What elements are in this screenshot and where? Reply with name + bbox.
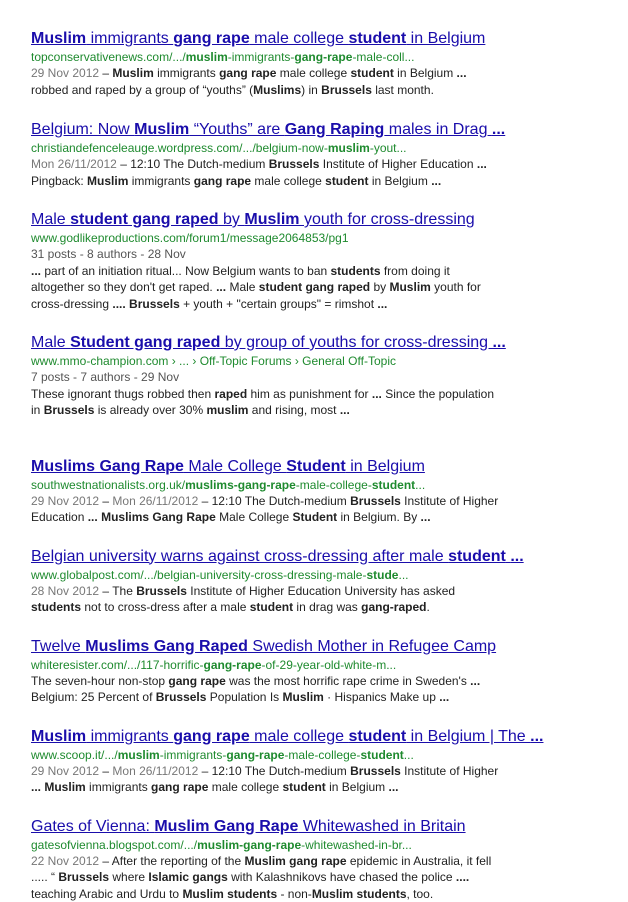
result-snippet-line: cross-dressing .... Brussels + youth + "certain groups" = rimshot ... bbox=[31, 296, 618, 313]
search-result bbox=[31, 457, 618, 526]
result-url: christiandefenceleauge.wordpress.com/.../belgium-now-muslim-yout... bbox=[31, 140, 618, 156]
search-result bbox=[31, 333, 618, 419]
result-snippet-line: students not to cross-dress after a male student in drag was gang-raped. bbox=[31, 599, 618, 616]
search-result bbox=[31, 120, 618, 189]
result-snippet-line: ..... “ Brussels where Islamic gangs with Kalashnikovs have chased the police .... bbox=[31, 869, 618, 886]
result-snippet-line: The seven-hour non-stop gang rape was the most horrific rape crime in Sweden's ... bbox=[31, 673, 618, 690]
result-url: www.godlikeproductions.com/forum1/message2064853/pg1 bbox=[31, 230, 618, 246]
result-url: www.mmo-champion.com › ... › Off-Topic Forums › General Off-Topic bbox=[31, 353, 618, 369]
search-result bbox=[31, 817, 618, 902]
result-title-link[interactable]: Muslim immigrants gang rape male college student in Belgium bbox=[31, 29, 618, 49]
result-title-link[interactable]: Muslim immigrants gang rape male college student in Belgium | The ... bbox=[31, 727, 618, 747]
result-snippet-line: ... Muslim immigrants gang rape male college student in Belgium ... bbox=[31, 779, 618, 796]
result-url: gatesofvienna.blogspot.com/.../muslim-gang-rape-whitewashed-in-br... bbox=[31, 837, 618, 853]
result-snippet-line: These ignorant thugs robbed then raped him as punishment for ... Since the population bbox=[31, 386, 618, 403]
result-title-link[interactable]: Male student gang raped by Muslim youth for cross-dressing bbox=[31, 210, 618, 230]
result-snippet-line: robbed and raped by a group of “youths” (Muslims) in Brussels last month. bbox=[31, 82, 618, 99]
result-forum-meta: 7 posts - 7 authors - 29 Nov bbox=[31, 369, 618, 386]
result-title-link[interactable]: Twelve Muslims Gang Raped Swedish Mother in Refugee Camp bbox=[31, 637, 618, 657]
result-url: southwestnationalists.org.uk/muslims-gang-rape-male-college-student... bbox=[31, 477, 618, 493]
result-snippet-line: Pingback: Muslim immigrants gang rape male college student in Belgium ... bbox=[31, 173, 618, 190]
result-title-link[interactable]: Belgian university warns against cross-dressing after male student ... bbox=[31, 547, 618, 567]
result-url: www.globalpost.com/.../belgian-university-cross-dressing-male-stude... bbox=[31, 567, 618, 583]
result-url: whiteresister.com/.../117-horrific-gang-rape-of-29-year-old-white-m... bbox=[31, 657, 618, 673]
result-snippet-line: 29 Nov 2012 – Mon 26/11/2012 – 12:10 The Dutch-medium Brussels Institute of Higher bbox=[31, 493, 618, 510]
result-title-link[interactable]: Male Student gang raped by group of youths for cross-dressing ... bbox=[31, 333, 618, 353]
result-snippet-line: Belgium: 25 Percent of Brussels Population Is Muslim · Hispanics Make up ... bbox=[31, 689, 618, 706]
search-result bbox=[31, 727, 618, 796]
search-result bbox=[31, 547, 618, 616]
result-forum-meta: 31 posts - 8 authors - 28 Nov bbox=[31, 246, 618, 263]
result-snippet-line: Mon 26/11/2012 – 12:10 The Dutch-medium Brussels Institute of Higher Education ... bbox=[31, 156, 618, 173]
result-snippet-line: 29 Nov 2012 – Mon 26/11/2012 – 12:10 The Dutch-medium Brussels Institute of Higher bbox=[31, 763, 618, 780]
result-snippet-line: in Brussels is already over 30% muslim and rising, most ... bbox=[31, 402, 618, 419]
result-snippet-line: Education ... Muslims Gang Rape Male College Student in Belgium. By ... bbox=[31, 509, 618, 526]
result-title-link[interactable]: Gates of Vienna: Muslim Gang Rape Whitewashed in Britain bbox=[31, 817, 618, 837]
search-result bbox=[31, 637, 618, 706]
result-snippet-line: teaching Arabic and Urdu to Muslim students - non-Muslim students, too. bbox=[31, 886, 618, 902]
result-url: topconservativenews.com/.../muslim-immigrants-gang-rape-male-coll... bbox=[31, 49, 618, 65]
result-title-link[interactable]: Belgium: Now Muslim “Youths” are Gang Raping males in Drag ... bbox=[31, 120, 618, 140]
result-snippet-line: 28 Nov 2012 – The Brussels Institute of Higher Education University has asked bbox=[31, 583, 618, 600]
search-result bbox=[31, 210, 618, 312]
result-title-link[interactable]: Muslims Gang Rape Male College Student in Belgium bbox=[31, 457, 618, 477]
result-snippet-line: 29 Nov 2012 – Muslim immigrants gang rape male college student in Belgium ... bbox=[31, 65, 618, 82]
result-snippet-line: 22 Nov 2012 – After the reporting of the Muslim gang rape epidemic in Australia, it fell bbox=[31, 853, 618, 870]
result-snippet-line: altogether so they don't get raped. ... Male student gang raped by Muslim youth for bbox=[31, 279, 618, 296]
result-snippet-line: ... part of an initiation ritual... Now Belgium wants to ban students from doing it bbox=[31, 263, 618, 280]
result-url: www.scoop.it/.../muslim-immigrants-gang-rape-male-college-student... bbox=[31, 747, 618, 763]
search-result bbox=[31, 29, 618, 98]
